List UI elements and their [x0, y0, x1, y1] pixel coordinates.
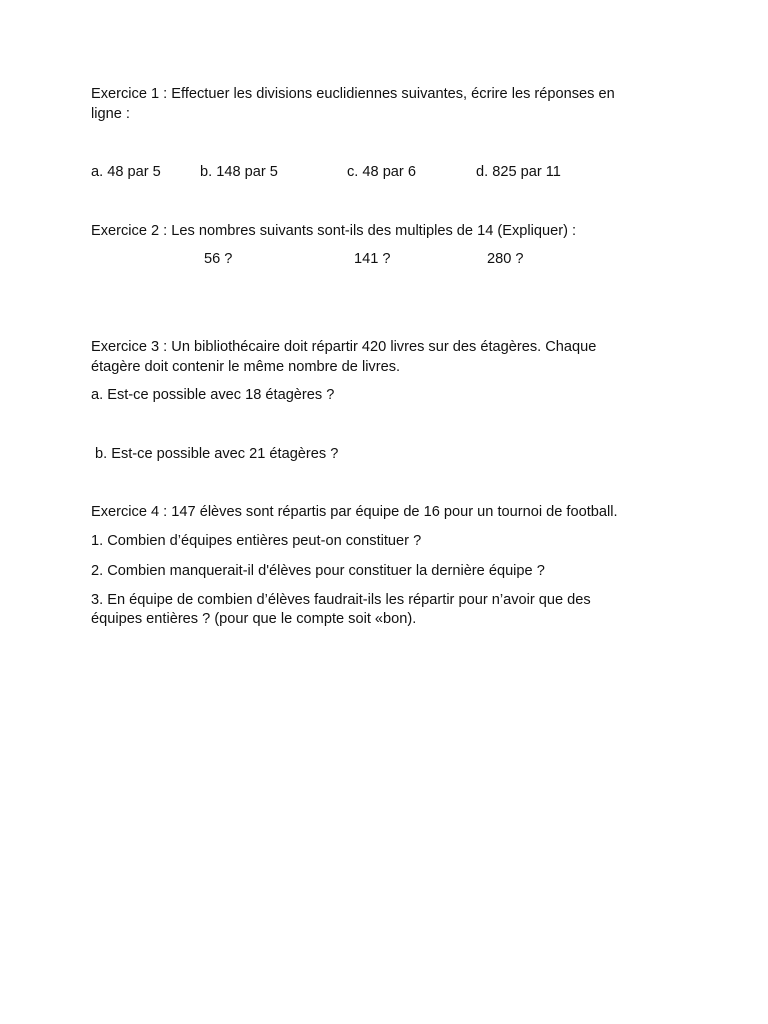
- exercise4-question-1: 1. Combien d’équipes entières peut-on constituer ?: [91, 533, 422, 549]
- exercise1-item-b: b. 148 par 5: [200, 164, 278, 180]
- exercise2-item-56: 56 ?: [204, 251, 233, 267]
- exercise1-title-line1: Exercice 1 : Effectuer les divisions euclidiennes suivantes, écrire les réponses en: [91, 86, 615, 102]
- exercise3-title-line1: Exercice 3 : Un bibliothécaire doit répartir 420 livres sur des étagères. Chaque: [91, 339, 597, 355]
- exercise4-question-2: 2. Combien manquerait-il d'élèves pour constituer la dernière équipe ?: [91, 563, 545, 579]
- exercise3-title-line2: étagère doit contenir le même nombre de livres.: [91, 359, 401, 375]
- exercise4-title: Exercice 4 : 147 élèves sont répartis par équipe de 16 pour un tournoi de football.: [91, 504, 618, 520]
- exercise3-question-a: a. Est-ce possible avec 18 étagères ?: [91, 387, 335, 403]
- exercise4-question-3-line1: 3. En équipe de combien d’élèves faudrait-ils les répartir pour n’avoir que des: [91, 592, 591, 608]
- exercise1-item-c: c. 48 par 6: [347, 164, 416, 180]
- exercise2-title: Exercice 2 : Les nombres suivants sont-ils des multiples de 14 (Expliquer) :: [91, 223, 577, 239]
- exercise2-item-280: 280 ?: [487, 251, 524, 267]
- exercise3-question-b: b. Est-ce possible avec 21 étagères ?: [95, 446, 339, 462]
- exercise1-item-a: a. 48 par 5: [91, 164, 161, 180]
- exercise2-item-141: 141 ?: [354, 251, 391, 267]
- exercise1-title-line2: ligne :: [91, 106, 130, 122]
- exercise1-item-d: d. 825 par 11: [476, 164, 561, 180]
- exercise4-question-3-line2: équipes entières ? (pour que le compte soit «bon).: [91, 611, 417, 627]
